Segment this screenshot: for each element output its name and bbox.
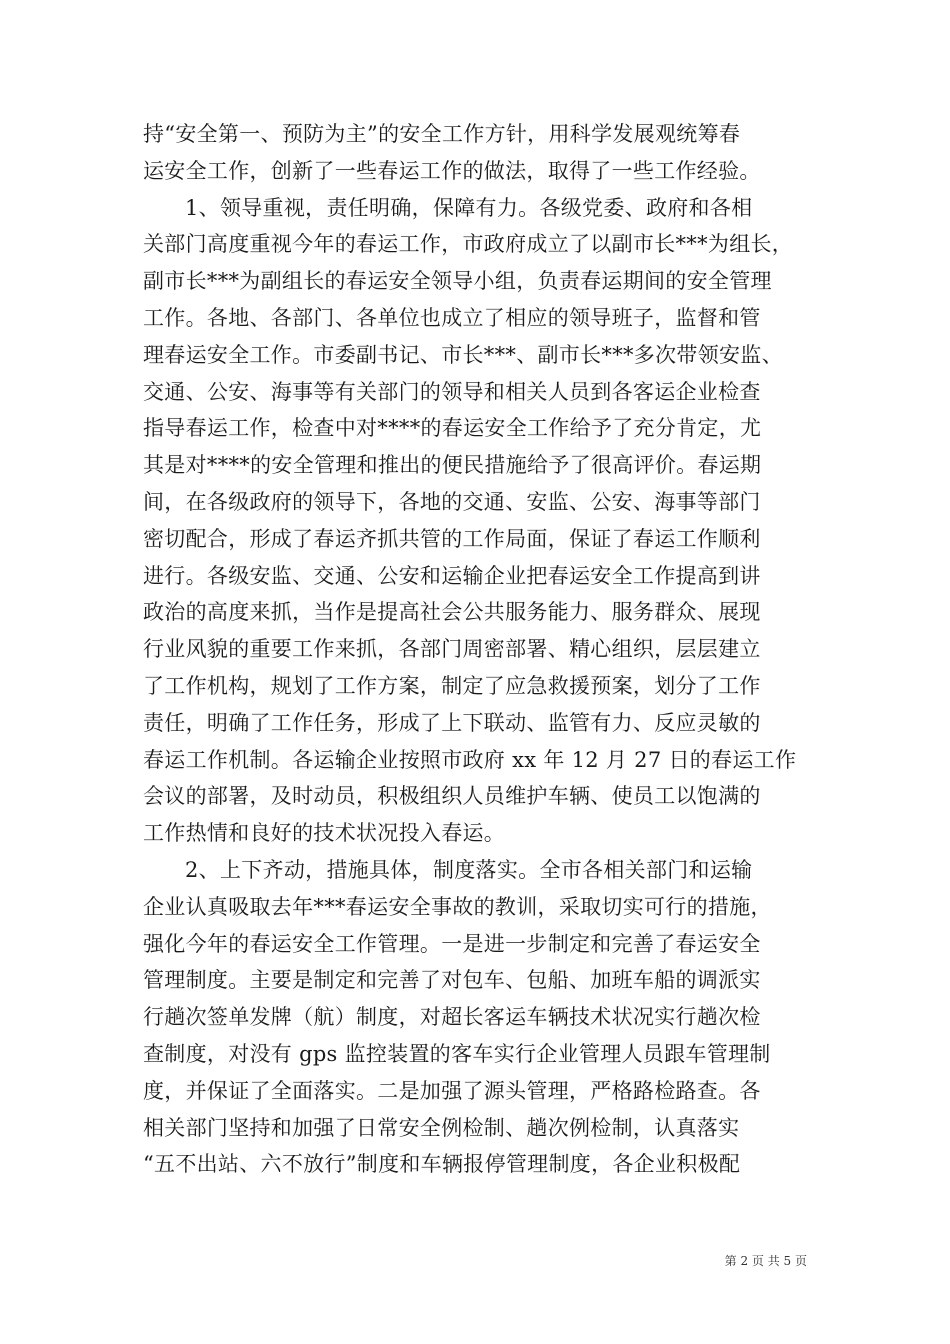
text-line: 政治的高度来抓，当作是提高社会公共服务能力、服务群众、展现 <box>143 600 761 625</box>
text-line: 行业风貌的重要工作来抓，各部门周密部署、精心组织，层层建立 <box>143 637 761 662</box>
text-line: 进行。各级安监、交通、公安和运输企业把春运安全工作提高到讲 <box>143 563 761 588</box>
text-line: 运安全工作，创新了一些春运工作的做法，取得了一些工作经验。 <box>143 158 761 183</box>
text-line: 责任，明确了工作任务，形成了上下联动、监管有力、反应灵敏的 <box>143 710 761 735</box>
text-line: 副市长***为副组长的春运安全领导小组，负责春运期间的安全管理 <box>143 269 772 294</box>
body-text <box>143 116 807 1183</box>
text-line: 企业认真吸取去年***春运安全事故的教训，采取切实可行的措施， <box>143 894 772 919</box>
text-line: 交通、公安、海事等有关部门的领导和相关人员到各客运企业检查 <box>143 379 761 404</box>
text-line: 强化今年的春运安全工作管理。一是进一步制定和完善了春运安全 <box>143 931 761 956</box>
text-line: 了工作机构，规划了工作方案，制定了应急救援预案，划分了工作 <box>143 673 761 698</box>
text-line: 间，在各级政府的领导下，各地的交通、安监、公安、海事等部门 <box>143 489 761 514</box>
text-line: “五不出站、六不放行”制度和车辆报停管理制度，各企业积极配 <box>143 1152 741 1177</box>
text-line: 行趟次签单发牌（航）制度，对超长客运车辆技术状况实行趟次检 <box>143 1005 761 1030</box>
text-line: 工作。各地、各部门、各单位也成立了相应的领导班子，监督和管 <box>143 305 761 330</box>
paragraph-first-line: 1、领导重视，责任明确，保障有力。各级党委、政府和各相 <box>185 195 753 220</box>
text-line: 指导春运工作，检查中对****的春运安全工作给予了充分肯定，尤 <box>143 416 762 441</box>
text-line: 关部门高度重视今年的春运工作，市政府成立了以副市长***为组长， <box>143 232 794 257</box>
text-line: 会议的部署，及时动员，积极组织人员维护车辆、使员工以饱满的 <box>143 784 761 809</box>
text-line: 管理制度。主要是制定和完善了对包车、包船、加班车船的调派实 <box>143 968 761 993</box>
text-line: 密切配合，形成了春运齐抓共管的工作局面，保证了春运工作顺利 <box>143 526 761 551</box>
paragraph-first-line: 2、上下齐动，措施具体，制度落实。全市各相关部门和运输 <box>185 857 753 882</box>
text-line: 其是对****的安全管理和推出的便民措施给予了很高评价。春运期 <box>143 453 762 478</box>
text-line: 理春运安全工作。市委副书记、市长***、副市长***多次带领安监、 <box>143 342 783 367</box>
text-line: 持“安全第一、预防为主”的安全工作方针，用科学发展观统筹春 <box>143 122 741 146</box>
text-line: 春运工作机制。各运输企业按照市政府 xx 年 12 月 27 日的春运工作 <box>143 747 797 772</box>
text-line: 度，并保证了全面落实。二是加强了源头管理，严格路检路查。各 <box>143 1078 761 1103</box>
page-number: 第 2 页 共 5 页 <box>724 1254 807 1268</box>
text-line: 工作热情和良好的技术状况投入春运。 <box>143 821 506 846</box>
text-line: 相关部门坚持和加强了日常安全例检制、趟次例检制，认真落实 <box>143 1115 740 1140</box>
text-line: 查制度，对没有 gps 监控装置的客车实行企业管理人员跟车管理制 <box>143 1041 771 1066</box>
